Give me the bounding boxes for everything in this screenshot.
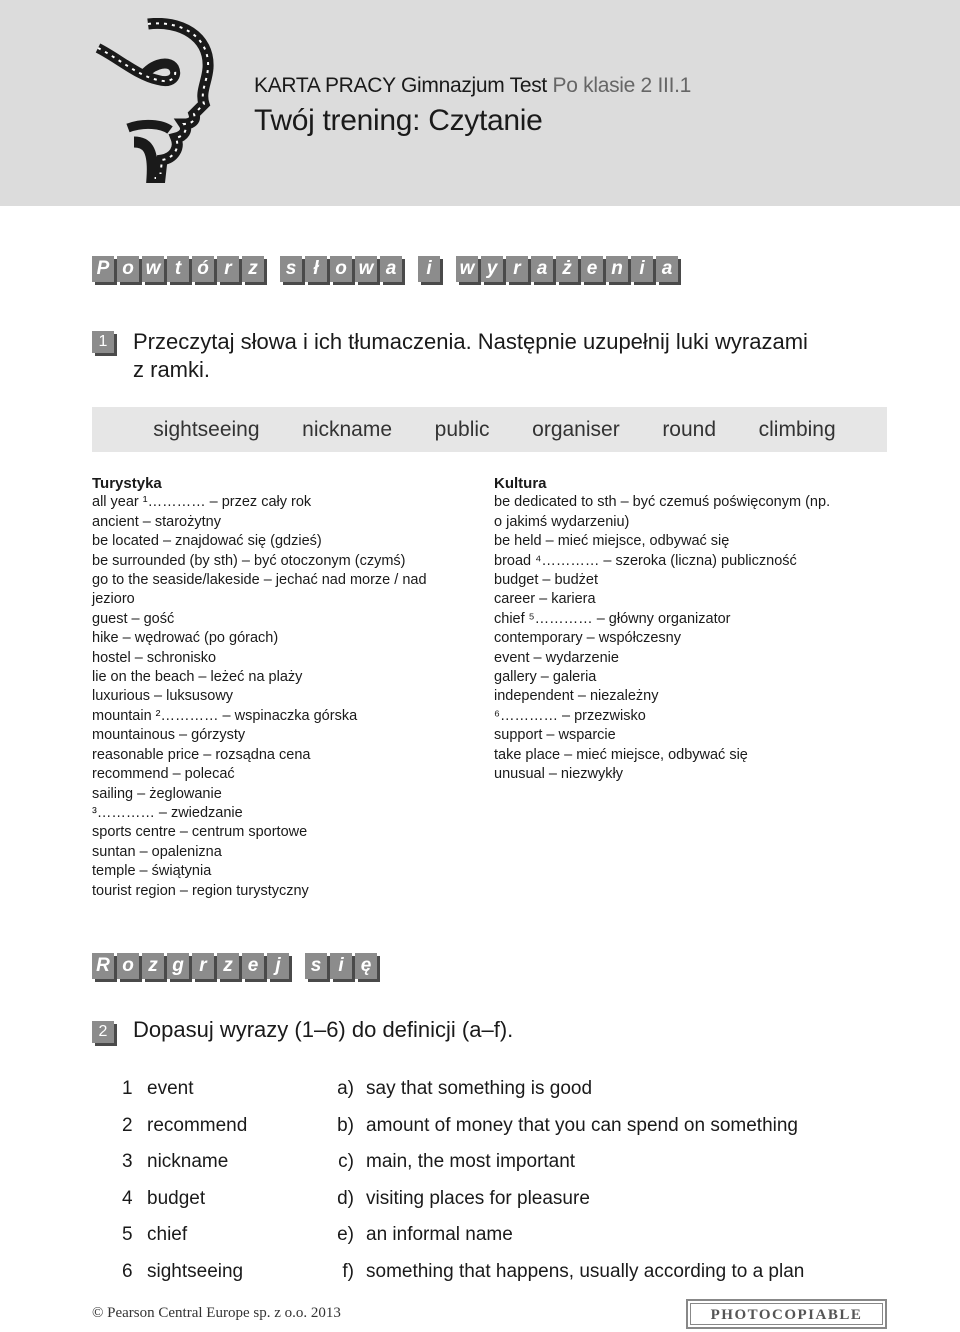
profile-filmstrip-logo bbox=[88, 18, 218, 183]
matching-row bbox=[0, 1261, 960, 1287]
vocab-item: hike – wędrować (po górach) bbox=[92, 630, 279, 647]
vocab-item: be held – mieć miejsce, odbywać się bbox=[494, 533, 730, 550]
banner-letter-tile: r bbox=[506, 256, 528, 282]
matching-word: recommend bbox=[147, 1114, 248, 1136]
word-box-item: public bbox=[434, 417, 490, 441]
matching-number: 2 bbox=[122, 1114, 133, 1136]
page-header bbox=[0, 0, 960, 206]
banner-letter-tile: w bbox=[456, 256, 478, 282]
vocab-item: budget – budżet bbox=[494, 572, 599, 589]
matching-number: 4 bbox=[122, 1187, 133, 1209]
matching-word: sightseeing bbox=[147, 1261, 244, 1282]
worksheet-code: III.1 bbox=[657, 74, 692, 97]
instruction-line: z ramki. bbox=[133, 357, 210, 382]
photocopiable-label: PHOTOCOPIABLE bbox=[690, 1303, 883, 1325]
worksheet-meta bbox=[254, 74, 691, 98]
word-box-item: nickname bbox=[302, 417, 393, 441]
banner-gap bbox=[292, 953, 305, 985]
banner-letter-tile: w bbox=[355, 256, 377, 282]
matching-definition: amount of money that you can spend on something bbox=[366, 1114, 798, 1136]
vocab-item: ancient – starożytny bbox=[92, 513, 221, 530]
vocab-column-tourism bbox=[92, 474, 462, 901]
banner-letter-tile: a bbox=[656, 256, 678, 282]
vocab-item: o jakimś wydarzeniu) bbox=[494, 513, 630, 530]
banner-letter-tile: e bbox=[242, 953, 264, 979]
matching-row bbox=[0, 1224, 960, 1250]
vocab-item: support – wsparcie bbox=[494, 727, 616, 744]
vocab-item: sports centre – centrum sportowe bbox=[92, 824, 308, 841]
test-label: Test bbox=[509, 74, 547, 97]
banner-letter-tile: y bbox=[481, 256, 503, 282]
copyright-notice: © Pearson Central Europe sp. z o.o. 2013 bbox=[92, 1305, 341, 1321]
word-box bbox=[92, 407, 887, 452]
banner-letter-tile: s bbox=[280, 256, 302, 282]
matching-word: nickname bbox=[147, 1151, 229, 1173]
matching-definition: something that happens, usually according to a plan bbox=[366, 1261, 805, 1282]
vocab-item: career – kariera bbox=[494, 591, 596, 608]
vocab-item: be dedicated to sth – być czemuś poświęconym (np. bbox=[494, 494, 831, 511]
vocab-item: hostel – schronisko bbox=[92, 649, 217, 666]
banner-letter-tile: o bbox=[117, 953, 139, 979]
vocab-item: unusual – niezwykły bbox=[494, 766, 623, 783]
banner-letter-tile: o bbox=[330, 256, 352, 282]
banner-gap bbox=[405, 256, 418, 288]
vocab-item: independent – niezależny bbox=[494, 688, 659, 705]
matching-definition: an informal name bbox=[366, 1224, 513, 1246]
vocab-item: luxurious – luksusowy bbox=[92, 688, 234, 705]
banner-letter-tile: e bbox=[581, 256, 603, 282]
matching-letter: b) bbox=[337, 1114, 354, 1136]
banner-letter-tile: z bbox=[142, 953, 164, 979]
vocab-item: be surrounded (by sth) – być otoczonym (czymś) bbox=[92, 552, 406, 569]
vocab-item: chief ⁵………… – główny organizator bbox=[494, 610, 731, 627]
matching-row bbox=[0, 1115, 960, 1141]
matching-letter: a) bbox=[337, 1078, 354, 1099]
banner-letter-tile: a bbox=[380, 256, 402, 282]
word-box-item: sightseeing bbox=[153, 417, 260, 441]
section-banner-powtorz bbox=[92, 256, 681, 288]
vocab-item: temple – świątynia bbox=[92, 863, 212, 880]
banner-letter-tile: i bbox=[418, 256, 440, 282]
vocab-item: sailing – żeglowanie bbox=[92, 785, 222, 802]
banner-letter-tile: z bbox=[242, 256, 264, 282]
banner-letter-tile: ę bbox=[355, 953, 377, 979]
banner-letter-tile: t bbox=[167, 256, 189, 282]
task-number-badge: 1 bbox=[92, 331, 114, 353]
vocab-item: ⁶………… – przezwisko bbox=[494, 707, 646, 724]
vocab-item: recommend – polecać bbox=[92, 766, 235, 783]
banner-letter-tile: R bbox=[92, 953, 114, 979]
banner-letter-tile: i bbox=[330, 953, 352, 979]
vocab-item: ³………… – zwiedzanie bbox=[92, 804, 243, 821]
vocab-item: guest – gość bbox=[92, 610, 175, 627]
matching-number: 5 bbox=[122, 1224, 133, 1246]
matching-word: chief bbox=[147, 1224, 188, 1246]
banner-gap bbox=[443, 256, 456, 288]
vocab-column-title: Kultura bbox=[494, 475, 547, 492]
photocopiable-badge bbox=[686, 1299, 887, 1329]
banner-letter-tile: j bbox=[267, 953, 289, 979]
banner-letter-tile: i bbox=[631, 256, 653, 282]
matching-number: 6 bbox=[122, 1261, 133, 1282]
matching-word: event bbox=[147, 1078, 194, 1099]
section-banner-rozgrzej bbox=[92, 953, 380, 985]
word-box-item: round bbox=[662, 417, 717, 441]
vocab-item: suntan – opalenizna bbox=[92, 843, 222, 860]
banner-letter-tile: a bbox=[531, 256, 553, 282]
vocab-item: be located – znajdować się (gdzieś) bbox=[92, 533, 322, 550]
banner-letter-tile: w bbox=[142, 256, 164, 282]
banner-letter-tile: ł bbox=[305, 256, 327, 282]
school-level: Gimnazjum bbox=[400, 74, 505, 97]
banner-letter-tile: ó bbox=[192, 256, 214, 282]
worksheet-type: KARTA PRACY bbox=[254, 74, 396, 97]
vocab-item: reasonable price – rozsądna cena bbox=[92, 746, 311, 763]
vocab-item: contemporary – współczesny bbox=[494, 630, 681, 647]
matching-letter: e) bbox=[337, 1224, 354, 1246]
matching-row bbox=[0, 1151, 960, 1177]
banner-letter-tile: n bbox=[606, 256, 628, 282]
matching-letter: d) bbox=[337, 1187, 354, 1209]
vocab-item: mountain ²………… – wspinaczka górska bbox=[92, 707, 358, 724]
vocab-item: lie on the beach – leżeć na plaży bbox=[92, 669, 303, 686]
matching-definition: say that something is good bbox=[366, 1078, 593, 1099]
vocab-item: broad ⁴………… – szeroka (liczna) publiczność bbox=[494, 552, 797, 569]
banner-letter-tile: P bbox=[92, 256, 114, 282]
task-1-instruction bbox=[133, 328, 808, 384]
vocab-item: go to the seaside/lakeside – jechać nad morze / nad bbox=[92, 572, 427, 589]
vocab-list bbox=[92, 493, 462, 901]
matching-letter: f) bbox=[342, 1261, 354, 1282]
word-box-item: organiser bbox=[532, 417, 620, 441]
matching-definition: visiting places for pleasure bbox=[366, 1187, 590, 1209]
vocab-list bbox=[494, 493, 864, 784]
banner-letter-tile: r bbox=[192, 953, 214, 979]
instruction-line: Przeczytaj słowa i ich tłumaczenia. Następnie uzupełnij luki wyrazami bbox=[133, 329, 808, 354]
banner-letter-tile: ż bbox=[556, 256, 578, 282]
banner-letter-tile: r bbox=[217, 256, 239, 282]
vocab-column-culture bbox=[494, 474, 864, 785]
vocab-item: tourist region – region turystyczny bbox=[92, 882, 309, 899]
matching-number: 1 bbox=[122, 1078, 133, 1099]
vocab-item: take place – mieć miejsce, odbywać się bbox=[494, 746, 748, 763]
banner-letter-tile: o bbox=[117, 256, 139, 282]
matching-row bbox=[0, 1078, 960, 1104]
matching-letter: c) bbox=[338, 1151, 354, 1173]
class-level: Po klasie 2 bbox=[552, 74, 652, 97]
page-title: Twój trening: Czytanie bbox=[254, 104, 543, 137]
matching-number: 3 bbox=[122, 1151, 133, 1173]
banner-letter-tile: z bbox=[217, 953, 239, 979]
task-number-badge: 2 bbox=[92, 1021, 114, 1043]
vocab-item: jezioro bbox=[92, 591, 135, 608]
word-box-item: climbing bbox=[758, 417, 836, 441]
vocab-item: event – wydarzenie bbox=[494, 649, 619, 666]
task-2-instruction: Dopasuj wyrazy (1–6) do definicji (a–f). bbox=[133, 1017, 514, 1042]
banner-letter-tile: s bbox=[305, 953, 327, 979]
vocab-item: gallery – galeria bbox=[494, 669, 597, 686]
vocab-item: mountainous – górzysty bbox=[92, 727, 246, 744]
matching-word: budget bbox=[147, 1187, 206, 1209]
banner-letter-tile: g bbox=[167, 953, 189, 979]
banner-gap bbox=[267, 256, 280, 288]
matching-definition: main, the most important bbox=[366, 1151, 576, 1173]
matching-row bbox=[0, 1188, 960, 1214]
vocab-column-title: Turystyka bbox=[92, 475, 162, 492]
vocab-item: all year ¹………… – przez cały rok bbox=[92, 494, 312, 511]
